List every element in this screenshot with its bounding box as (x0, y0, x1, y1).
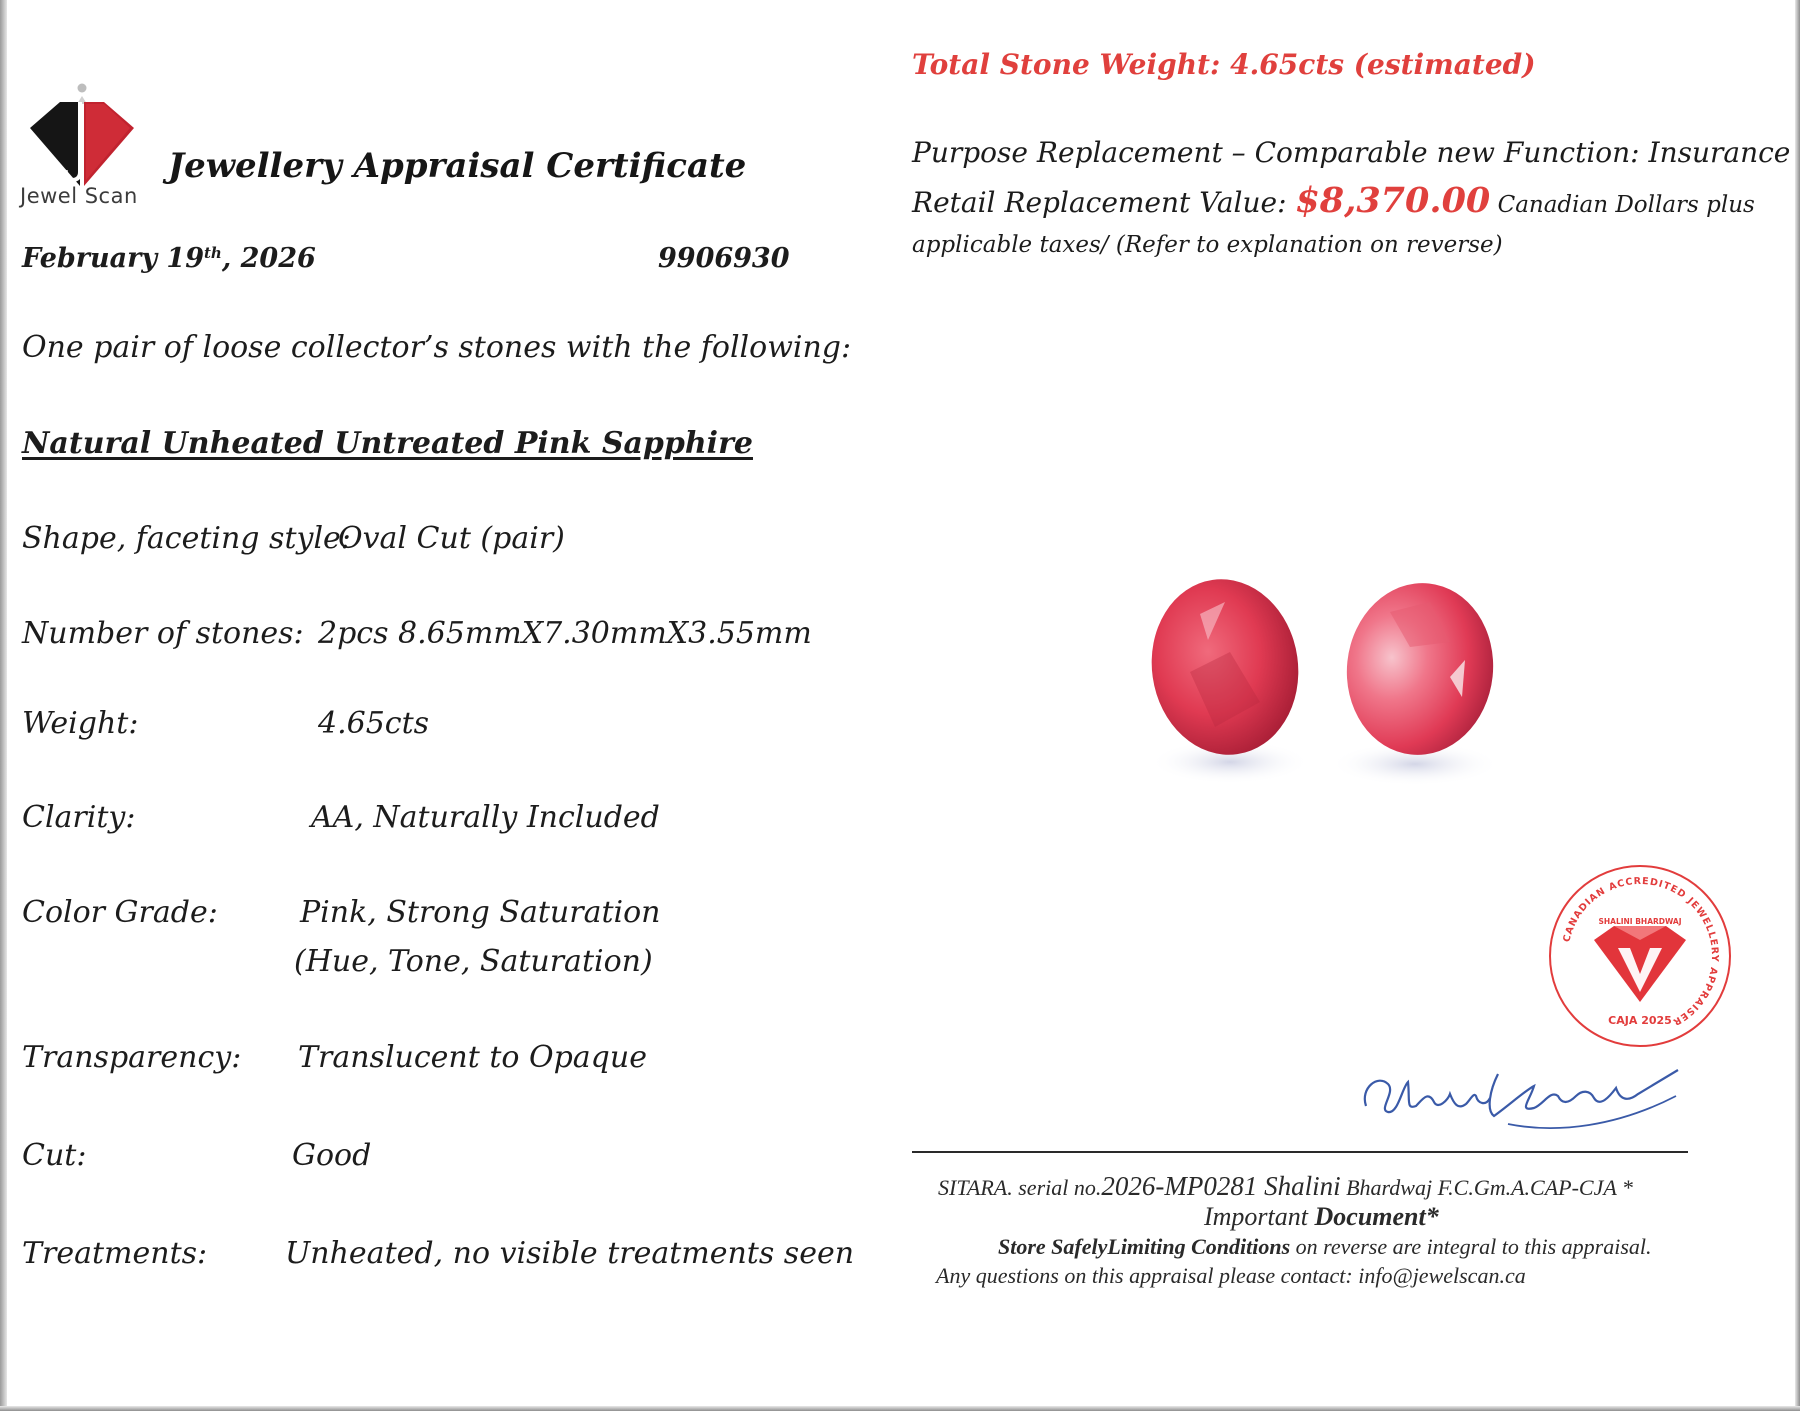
stone-heading: Natural Unheated Untreated Pink Sapphire (22, 426, 753, 461)
footer-serial-line (938, 1171, 1633, 1202)
date-year: , 2026 (221, 243, 316, 274)
certificate-date (22, 243, 316, 274)
seal-ring-text: CANADIAN ACCREDITED JEWELLERY APPRAISER (1561, 875, 1721, 1028)
stone-right (1338, 576, 1501, 762)
appraiser-seal (1548, 864, 1732, 1048)
treatments-label: Treatments: (22, 1236, 208, 1271)
number-label: Number of stones: (22, 616, 304, 651)
jewel-scan-logo-icon (26, 82, 138, 192)
seal-name: SHALINI BHARDWAJ (1598, 917, 1682, 926)
transparency-label: Transparency: (22, 1040, 242, 1075)
signature-line (912, 1151, 1688, 1153)
clarity-value: AA, Naturally Included (311, 800, 660, 835)
cut-label: Cut: (22, 1138, 87, 1173)
shape-value: Oval Cut (pair) (338, 521, 565, 556)
color-label: Color Grade: (22, 895, 218, 930)
footer-serial-number: 2026-MP0281 Shalini (1101, 1171, 1341, 1201)
footer-important-prefix: Important (1204, 1202, 1315, 1231)
page-edge-left (0, 0, 7, 1411)
footer-conditions-rest: on reverse are integral to this appraisal. (1290, 1234, 1652, 1259)
weight-value: 4.65cts (318, 706, 430, 741)
number-value: 2pcs 8.65mmX7.30mmX3.55mm (318, 616, 812, 651)
date-suffix: th (204, 244, 222, 262)
logo-text: Jewel Scan (20, 184, 138, 208)
footer-conditions-line (998, 1234, 1652, 1260)
color-value: Pink, Strong Saturation (300, 895, 661, 930)
footer-important-line (1204, 1202, 1439, 1232)
weight-label: Weight: (22, 706, 139, 741)
clarity-label: Clarity: (22, 800, 136, 835)
pink-sapphire-pair-image (1130, 552, 1530, 802)
intro-text: One pair of loose collector’s stones with the following: (22, 330, 852, 365)
transparency-value: Translucent to Opaque (298, 1040, 647, 1075)
retail-label: Retail Replacement Value: (912, 186, 1296, 219)
signature-image (1358, 1060, 1698, 1140)
treatments-value: Unheated, no visible treatments seen (285, 1236, 855, 1271)
purpose-line: Purpose Replacement – Comparable new Function: Insurance (912, 136, 1791, 169)
cut-value: Good (292, 1138, 372, 1173)
color-value-note: (Hue, Tone, Saturation) (294, 944, 653, 979)
retail-value-line (912, 180, 1755, 221)
certificate-number: 9906930 (658, 243, 790, 274)
footer-contact-line: Any questions on this appraisal please contact: info@jewelscan.ca (936, 1263, 1526, 1288)
total-stone-weight: Total Stone Weight: 4.65cts (estimated) (912, 48, 1536, 81)
page-edge-right (1795, 0, 1800, 1411)
footer-conditions-bold: Store SafelyLimiting Conditions (998, 1234, 1291, 1259)
retail-suffix: Canadian Dollars plus (1490, 192, 1755, 218)
seal-code: CAJA 2025 (1608, 1014, 1672, 1027)
certificate-title: Jewellery Appraisal Certificate (168, 146, 747, 186)
page-edge-bottom (0, 1406, 1800, 1411)
footer-serial-prefix: SITARA. serial no. (938, 1175, 1102, 1200)
retail-value-note: applicable taxes/ (Refer to explanation on reverse) (912, 232, 1503, 258)
footer-important-document: Document* (1314, 1202, 1439, 1231)
retail-amount: $8,370.00 (1295, 180, 1491, 221)
date-main: February 19 (22, 243, 204, 274)
footer-serial-suffix: Bhardwaj F.C.Gm.A.CAP-CJA * (1340, 1175, 1633, 1200)
shape-label: Shape, faceting style: (22, 521, 351, 556)
